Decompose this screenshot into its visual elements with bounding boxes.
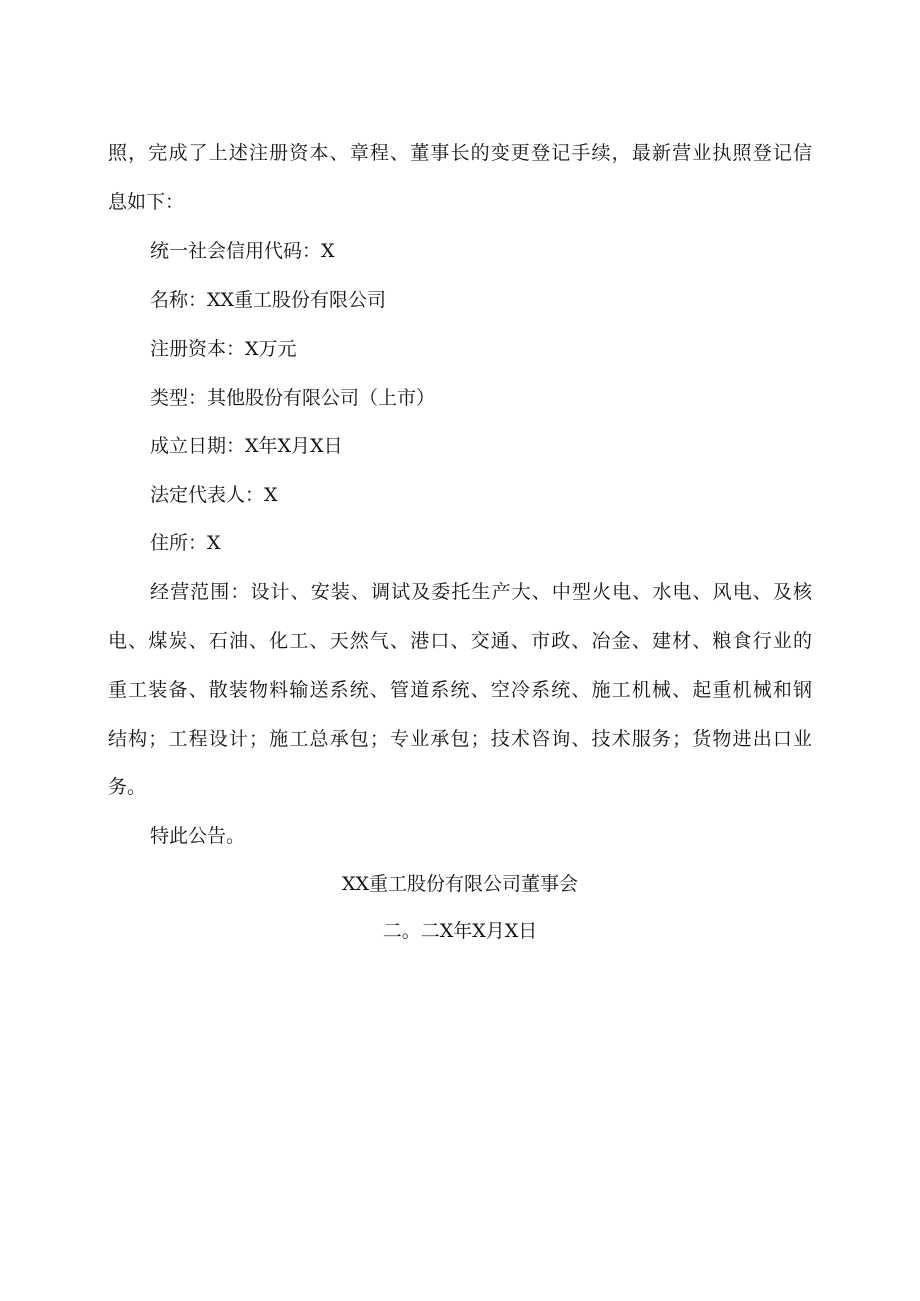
issue-date: 二。二X年X月X日 bbox=[382, 920, 538, 942]
business-scope-line-4: 结构；工程设计；施工总承包；专业承包；技术咨询、技术服务；货物进出口业 bbox=[108, 728, 812, 750]
intro-line-2: 息如下： bbox=[108, 191, 185, 213]
company-type-line: 类型：其他股份有限公司（上市） bbox=[150, 387, 436, 409]
address-line: 住所：X bbox=[150, 532, 221, 554]
legal-representative-line: 法定代表人：X bbox=[150, 484, 278, 506]
company-name-line: 名称：XX重工股份有限公司 bbox=[150, 289, 387, 311]
business-scope-line-5: 务。 bbox=[108, 776, 147, 798]
issuer-signature: XX重工股份有限公司董事会 bbox=[341, 873, 579, 895]
business-scope-line-2: 电、煤炭、石油、化工、天然气、港口、交通、市政、冶金、建材、粮食行业的 bbox=[108, 630, 812, 652]
business-scope-line-3: 重工装备、散装物料输送系统、管道系统、空冷系统、施工机械、起重机械和钢 bbox=[108, 679, 812, 701]
registered-capital-line: 注册资本：X万元 bbox=[150, 338, 297, 360]
credit-code-line: 统一社会信用代码：X bbox=[150, 240, 335, 262]
closing-statement: 特此公告。 bbox=[150, 825, 246, 847]
business-scope-line-1: 经营范围：设计、安装、调试及委托生产大、中型火电、水电、风电、及核 bbox=[150, 581, 812, 603]
intro-line-1: 照，完成了上述注册资本、章程、董事长的变更登记手续，最新营业执照登记信 bbox=[108, 142, 812, 164]
established-date-line: 成立日期：X年X月X日 bbox=[150, 435, 343, 457]
